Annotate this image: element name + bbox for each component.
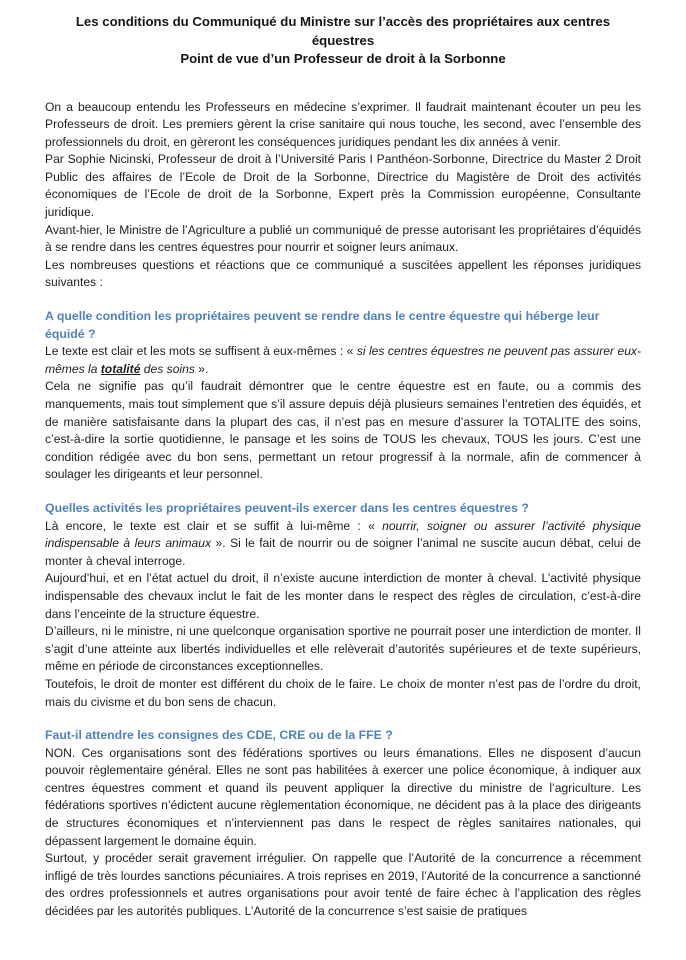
title-line-2: Point de vue d’un Professeur de droit à la Sorbonne (180, 51, 506, 66)
section2-paragraph-droit-actuel: Aujourd’hui, et en l’état actuel du droit, il n’existe aucune interdiction de monter à cheval. L’activité physique indispensable des chevaux inclut le fait de les monter dans le respect des règles de circulation, c’est-à-dire dans l’enceinte de la structure équestre. (45, 571, 641, 621)
section2-paragraph-quote (45, 518, 641, 571)
section2-paragraph-toutefois: Toutefois, le droit de monter est différent du choix de le faire. Le choix de monter n’est pas de l’ordre du droit, mais du civisme et du bon sens de chacun. (45, 676, 641, 709)
section3-paragraph-surtout: Surtout, y procéder serait gravement irrégulier. On rappelle que l’Autorité de la concurrence a récemment infligé de très lourdes sanctions pécuniaires. A trois reprises en 2019, l’Autorité de la concurrence a sanctionné des ordres professionnels et autres organisations pour avoir tenté de faire échec à l’application des règles décidées par les autorités publiques. L’Autorité de la concurrence s’est saisie de pratiques (45, 851, 641, 919)
section2-paragraph-interdiction: D’ailleurs, ni le ministre, ni une quelconque organisation sportive ne pourrait poser une interdiction de monter. Il s’agit d’une atteinte aux libertés individuelles et elle relèverait d’autorités supérieures et de texte supérieurs, même en période de circonstances exceptionnelles. (45, 624, 641, 674)
section3-paragraph-non: NON. Ces organisations sont des fédérations sportives ou leurs émanations. Elles ne disposent d’aucun pouvoir règlementaire général. Elles ne sont pas habilitées à exercer une police économique, à indiquer aux centres équestres comment et quand ils peuvent appliquer la directive du ministre de l’agriculture. Les fédérations sportives n’édictent aucune règlementation économique, ne décident pas à la place des dirigeants de structures économiques et n’interviennent pas dans le respect de règles sanitaires nationales, qui dépassent largement le domaine équin. (45, 745, 641, 848)
text-run: ». Si le fait de nourrir ou de soigner l’animal ne suscite aucun débat, celui de monter à cheval interroge. (45, 536, 641, 568)
section-heading-activites: Quelles activités les propriétaires peuvent-ils exercer dans les centres équestres ? (45, 500, 529, 515)
intro-paragraph-author: Par Sophie Nicinski, Professeur de droit à l’Université Paris I Panthéon-Sorbonne, Directrice du Master 2 Droit Public des affaires de l’Ecole de Droit de la Sorbonne, Directrice du Magistère de Droit des activités économiques de l’Ecole de droit de la Sorbonne, Expert près la Commission européenne, Consultante juridique. (45, 152, 641, 220)
intro-paragraph-1: On a beaucoup entendu les Professeurs en médecine s’exprimer. Il faudrait maintenant écouter un peu les Professeurs de droit. Les premiers gèrent la crise sanitaire qui nous touche, les second, avec l’ensemble des professionnels du droit, en gèreront les conséquences juridiques pendant les dix années à venir. (45, 99, 641, 149)
section1-paragraph-explanation: Cela ne signifie pas qu’il faudrait démontrer que le centre équestre est en faute, ou a commis des manquements, mais tout simplement que s’il assure depuis déjà plusieurs semaines l’entretien des équidés, et de manière satisfaisante dans la plupart des cas, il n’est pas en mesure d’assurer la TOTALITE des soins, c’est-à-dire la sortie quotidienne, le pansage et les soins de TOUS les chevaux, TOUS les jours. C’est une condition rédigée avec du bon sens, permettant un retour progressif à la normale, afin de commencer à soulager les dirigeants et leur personnel. (45, 379, 641, 482)
text-run: Là encore, le texte est clair et se suffit à lui-même : « (45, 518, 383, 533)
text-run-italic: nourrir, soigner ou assurer l’activité physique indispensable à leurs animaux (45, 518, 641, 551)
section-heading-condition: A quelle condition les propriétaires peuvent se rendre dans le centre équestre qui héberge leur équidé ? (45, 309, 600, 341)
intro-paragraph-communique: Avant-hier, le Ministre de l’Agriculture a publié un communiqué de presse autorisant les propriétaires d’équidés à se rendre dans les centres équestres pour nourrir et soigner leurs animaux. (45, 222, 641, 255)
text-run-italic: si les centres équestres ne peuvent pas assurer eux-mêmes la (45, 344, 641, 376)
text-run: ». (194, 361, 209, 376)
intro-paragraph-questions: Les nombreuses questions et réactions que ce communiqué a suscitées appellent les réponses juridiques suivantes : (45, 257, 641, 290)
text-run: Le texte est clair et les mots se suffisent à eux-mêmes : « (45, 344, 357, 359)
title-line-1: Les conditions du Communiqué du Ministre sur l’accès des propriétaires aux centres équestres (75, 14, 611, 48)
section1-paragraph-quote (45, 343, 641, 378)
text-run-bold-underline: totalité (100, 361, 141, 376)
document-title (45, 13, 641, 69)
text-run-italic: des soins (140, 361, 195, 376)
section-heading-federations: Faut-il attendre les consignes des CDE, CRE ou de la FFE ? (45, 728, 393, 743)
